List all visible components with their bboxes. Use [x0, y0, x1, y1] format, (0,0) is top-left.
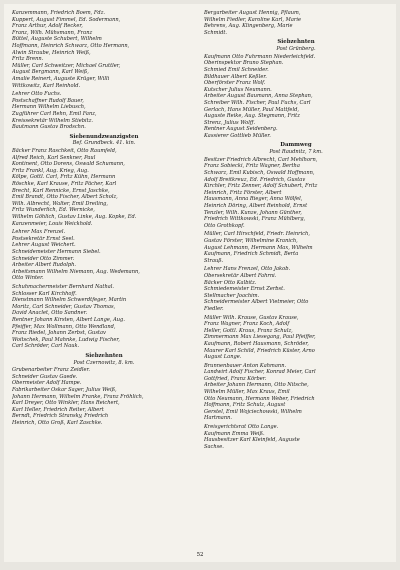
text-line: Kanzemmann, Friedrich Boem, Fdz. [12, 10, 105, 16]
text-line: Pfeiffer, Max Wollmann, Otto Wendland, [12, 323, 116, 330]
entry-block [12, 353, 196, 427]
text-line: Hoffmann, Fritz Schulz, August [204, 402, 286, 409]
text-line: Schneidermeister Albert Vietmeier, Otto [204, 299, 309, 306]
text-line: Schwarz, Emil Kubisch, Oswald Hoffmann, [204, 170, 315, 177]
text-line: Hoffmann, Heinrich Schwarz, Otto Hermann, [12, 42, 130, 49]
text-line: Otto Grothkopf. [204, 222, 245, 229]
text-line: Franz Sobiecki, Fritz Wagner, Bertha [204, 163, 300, 170]
text-line: Kaufmann Otto Fuhrmann Niederleichfeld. [204, 53, 316, 60]
text-line: Kontinent, Otto Dorens, Oswald Schumann, [12, 161, 125, 168]
entry-block [204, 266, 388, 312]
entry-block [204, 231, 388, 264]
entry-block [204, 363, 388, 422]
text-line: Carl Schröder, Carl Nauk. [12, 343, 80, 350]
text-line: Wilh. Albrecht, Walter, Emil Dreiling, [12, 200, 108, 207]
text-line: Strenz, Julius Wolff. [204, 119, 256, 126]
text-line: August Lehmann, Hermann Max, Wilhelm [204, 244, 313, 251]
text-line: Arbeitsmann Wilhelm Niemann, Aug. Wedemann, [12, 268, 140, 275]
text-line: Tenzler, Wilh. Kunze, Johann Günther, [204, 209, 302, 216]
text-line: Alwin Straube, Heinrich Weiß, [12, 49, 91, 56]
text-line: Otto Winter. [12, 275, 44, 282]
text-line: Müller, Carl Schweitzer, Michael Gruttler, [12, 62, 121, 69]
text-line: Schneider Otto Zimmer. [12, 255, 75, 262]
text-line: Bergarbeiter August Hennig, Pflaum, [204, 10, 301, 16]
text-line: Wittkowitz, Karl Reinhold. [12, 82, 81, 89]
text-line: Wilhelm Fiedler, Karoline Karl, Marie [204, 16, 301, 23]
entry-block [12, 134, 196, 228]
text-line: Schneider Gustav Gaede. [12, 373, 78, 380]
text-line: Kuppert, August Fimmel, Ed. Sodermann, [12, 16, 121, 23]
document-page [4, 4, 396, 562]
section-subheading: Post Raudnitz, 7 km. [269, 149, 323, 156]
text-line: Oberförster Franz Wolf. [204, 80, 266, 87]
text-line: Büttel, Auguste Schubert, Wilhelm [12, 36, 102, 43]
text-line: Oberinspektor Bruno Stephan. [204, 60, 284, 67]
text-line: Hartmann. [204, 415, 233, 422]
text-line: Kassierer Gottlieb Müller. [204, 132, 271, 139]
text-line: Heinrich, Fritz Förster, Albert [204, 189, 282, 196]
text-line: Müller, Carl Hirschfeld, Friedr. Heinrich, [204, 231, 310, 238]
text-line: Heinrich, Otto Groß, Karl Zaschke. [12, 420, 103, 427]
text-line: Fabrikarbeiter Oskar Sager, Julius Weiß, [12, 387, 117, 394]
text-line: Johann Hermann, Wilhelm Franke, Franz Fröhlich, [12, 393, 144, 400]
text-line: Wilhelm Göhlich, Gustav Linke, Aug. Kopke, Ed. [12, 214, 137, 221]
text-line: Friedrich Wittkowski, Franz Mühlberg, [204, 216, 306, 223]
text-line: Hermann Wilhelm Liebusch, [12, 104, 86, 111]
entry-block [12, 10, 196, 89]
text-line: Brecht, Karl Rennicke, Ernst Jaschke, [12, 187, 110, 194]
text-line: Alfred Reich, Karl Senkner, Paul [12, 154, 96, 161]
entry-block [12, 91, 196, 131]
text-line: Karl Dreyer, Otto Winkler, Hans Reichert, [12, 400, 120, 407]
text-line: Postschaffner Rudolf Bauer, [12, 97, 84, 104]
text-line: Arbeiter Albert Rudolph. [12, 262, 77, 269]
text-line: Sachse. [204, 443, 224, 450]
text-line: Berndt, Friedrich Stransky, Friedrich [12, 413, 109, 420]
entry-block [204, 424, 388, 450]
text-line: Brunnenbauer Anton Kahmann. [204, 362, 287, 369]
text-line: Zimmermann Max Liesegang, Paul Pfeiffer, [204, 334, 316, 341]
text-line: Lehrer August Weichert. [12, 242, 76, 249]
text-line: Bäcker Otto Kalbitz. [204, 279, 257, 286]
text-line: Behrens, Aug. Klingenberg, Marie [204, 23, 293, 30]
text-line: Wilhelm Müller, Max Kraus, Emil [204, 389, 290, 396]
text-line: Kreisgerichtsrat Otto Lange. [204, 424, 279, 431]
text-line: Kaufmann, Friedrich Schmidt, Berta [204, 251, 299, 258]
text-line: Bautmann Gustav Brodschn. [12, 124, 86, 131]
section-subheading: Post Czernowitz, 8. km. [73, 359, 135, 366]
text-line: Fritz Brenn. [12, 56, 44, 63]
entry-block [204, 142, 388, 229]
text-line: Karl Heller, Friedrich Reiter, Albert [12, 406, 104, 413]
page-columns [12, 10, 388, 546]
text-line: August Lange. [204, 354, 242, 361]
text-line: Maurer Karl Schild, Friedrich Küster, Arno [204, 347, 315, 354]
text-line: Kanzenmeier, Louis Weickhold. [12, 220, 93, 227]
text-line: Hausbesitzer Karl Kleinfeld, Auguste [204, 437, 300, 444]
text-line: Adolf Breitkreuz, Ed. Friedrich, Gustav [204, 176, 306, 183]
text-line: Obersekretär Albert Fahrni. [204, 272, 277, 279]
entry-block [12, 284, 196, 350]
entry-block [204, 39, 388, 139]
text-line: Schuhmachermeister Bernhard Nathal. [12, 283, 115, 290]
text-line: Gustav Förster, Wilhelmine Kranich, [204, 238, 298, 244]
text-line: Besitzer Friedrich Albrecht, Carl Mehlhorn, [204, 156, 318, 163]
text-line: David Anaclet, Otto Sandner. [12, 310, 88, 317]
text-line: Bäcker Franz Raschkeit, Otto Raumfeld, [12, 148, 117, 155]
text-line: Kölpe, Gottl. Carl, Fritz Kühn, Hermann [12, 174, 116, 181]
text-line: Arbeiter August Baumann, Anna Stephan, [204, 93, 313, 100]
text-line: Landwirt Adolf Fischer, Konrad Meier, Carl [204, 369, 316, 376]
text-line: Emil Brandt, Otto Fischer, Albert Scholz, [12, 194, 118, 201]
text-line: Franz Arthur, Adolf Recker, [12, 23, 83, 30]
text-line: Postsekretär Ernst Seel. [12, 235, 75, 242]
text-line: Lehrer Max Frenzel. [12, 229, 66, 236]
text-line: Gerlach, Hans Müller, Paul Mattfeld, [204, 106, 299, 113]
text-line: Kirchler, Fritz Zenner, Adolf Schubert, Fritz [204, 183, 318, 190]
entry-block [12, 229, 196, 282]
text-line: Schmied Emil Schneider. [204, 66, 269, 73]
text-line: Lehrer Otto Fuchs. [12, 91, 62, 98]
text-line: Dienstmann Wilhelm Schwerdtfeger, Martin [12, 297, 127, 304]
text-line: Schreiber Wilh. Fischer, Paul Fuchs, Carl [204, 99, 311, 106]
text-line: Kreissekretär Wilhelm Stiebitz. [12, 117, 93, 124]
section-heading: Siebenundzwanzigsten [69, 133, 139, 140]
text-line: Fritz Frankl, Aug. Krieg, Aug. [12, 167, 89, 174]
text-line: Kaufmann, Robert Hausmann, Schröder, [204, 340, 309, 347]
text-line: Grubenarbeiter Franz Zeidler. [12, 367, 91, 374]
section-subheading: Post Grünberg. [276, 46, 316, 53]
right-column [204, 10, 388, 546]
text-line: Müller Wilh. Krause, Gustav Krause, [204, 314, 299, 321]
entry-block [204, 315, 388, 361]
section-heading: Siebzehnten [85, 352, 123, 359]
text-line: Bildhauer Albert Keßler. [204, 73, 267, 80]
text-line: Hausmann, Anna Rieger, Anna Wölfel, [204, 196, 303, 203]
text-line: Gottfried, Franz Körber. [204, 375, 267, 382]
text-line: Röschke, Karl Krause, Fritz Pächer, Karl [12, 181, 117, 188]
text-line: Rentner August Seidenberg. [204, 126, 278, 133]
left-column [12, 10, 196, 546]
text-line: Obermeister Adolf Hampe. [12, 380, 82, 387]
section-subheading: Bef. Grundbeck. 41. kin. [72, 140, 136, 147]
page-number: 52 [196, 552, 204, 558]
text-line: Schmidt. [204, 29, 228, 36]
text-line: Fiedler. [204, 305, 224, 312]
text-line: Arbeiter Johann Hermann, Otto Nitsche, [204, 382, 309, 389]
text-line: Kaufmann Emma Weiß. [204, 430, 265, 437]
text-line: Lehrer Hans Frenzel, Otto Jakob. [204, 266, 291, 273]
section-heading: Siebzehnten [277, 39, 315, 46]
text-line: Schmiedemeister Ernst Zerbst. [204, 286, 285, 293]
text-line: Fritz Wunderlich, Ed. Wernicke, [12, 207, 95, 214]
section-heading: Dammweg [280, 142, 312, 149]
text-line: Heinrich Döring, Albert Reinhold, Ernst [204, 203, 308, 210]
text-line: Zugführer Carl Rehn, Emil Fanz, [12, 110, 97, 117]
text-line: August Bergmann, Karl Weiß, [12, 69, 89, 76]
text-line: Schlosser Karl Kirchhoff. [12, 290, 77, 297]
text-line: Strauß. [204, 257, 224, 264]
text-line: Franz Riedel, Johann Zerbst, Gustav [12, 330, 106, 337]
text-line: Auguste Reike, Aug. Stegmann, Fritz [204, 113, 300, 120]
text-line: Franz, Wilh. Mühsmann, Franz [12, 29, 93, 36]
text-line: Franz Wagner, Franz Koch, Adolf [204, 321, 290, 328]
text-line: Rentner Johann Kirsten, Albert Lange, Aug. [12, 316, 125, 323]
text-line: Schneidemeister Hermann Siebel. [12, 248, 101, 255]
text-line: Gerstel, Emil Wojciechowski, Wilhelm [204, 408, 302, 415]
entry-block [204, 10, 388, 36]
text-line: Amalie Reinert, Auguste Krüger, Willi [12, 75, 110, 82]
text-line: Stellmacher Joachim. [204, 292, 260, 299]
text-line: Otto Neumann, Hermann Weber, Friedrich [204, 395, 315, 402]
text-line: Heller, Gottl. Kraus, Franz Schulz, [204, 327, 293, 334]
text-line: Moritz, Carl Schneider, Gustav Thomas, [12, 303, 116, 310]
text-line: Woitschek, Paul Mahnke, Ludwig Fischer, [12, 336, 120, 343]
text-line: Kutscher Julius Neumann. [204, 86, 272, 93]
